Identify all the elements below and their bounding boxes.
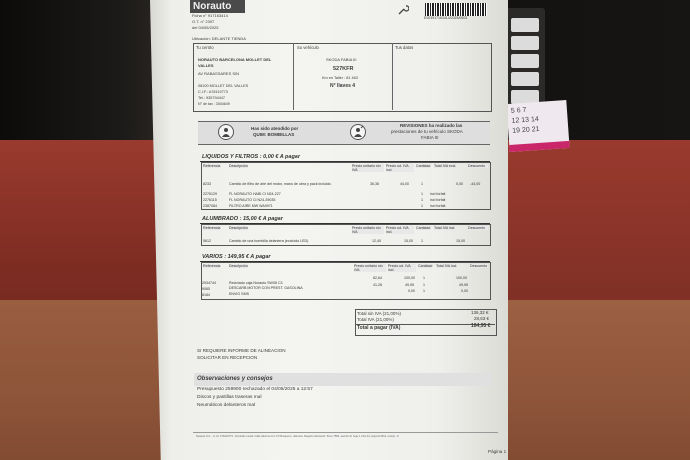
ot-number: O.T. n° 2397: [192, 19, 215, 24]
th-qty: Cantidad: [418, 264, 433, 268]
total-pay-label: Total a pagar (IVA): [357, 325, 401, 331]
th-desc: Descripción: [229, 226, 248, 230]
th-total: Total IVA excl.: [434, 164, 457, 168]
total-excl-label: Total sin IVA (21,00%): [357, 311, 401, 316]
row-total: incl forfait: [430, 192, 446, 196]
centro-name-2: VALLES: [198, 63, 214, 68]
observation-line: Presupuesto 259900 rechazado el 04/05/2025 a 12:57: [197, 387, 313, 392]
row-unit: 82,64: [373, 276, 382, 280]
page-number: Página 1: [488, 449, 507, 454]
row-unit-incl: 100,00: [404, 276, 415, 280]
row-ref: 5612: [203, 239, 211, 243]
row-qty: 1: [421, 198, 423, 202]
vehiculo-km: Km en Taller : 81 463: [322, 76, 358, 80]
divider: [293, 43, 294, 110]
section-title-varios: VARIOS : 149,95 € A pagar: [202, 254, 271, 260]
observation-line: Neumáticos delanteros mal: [197, 403, 256, 408]
vehiculo-title: Su vehículo: [297, 45, 319, 50]
row-qty: 1: [423, 276, 425, 280]
person-icon: [218, 124, 234, 140]
revision-3: FABIA III: [421, 135, 439, 140]
row-unit: 12,40: [372, 239, 381, 243]
row-total: 0,00: [461, 289, 468, 293]
divider: [392, 43, 393, 110]
row-desc: FILTRO AIRE MW WA9971: [229, 204, 273, 208]
row-desc: FL NORAUTO CI N24-39035: [229, 198, 276, 202]
row-unit: 36,36: [370, 182, 379, 186]
alignment-note-2: SOLICITAR EN RECEPCION: [197, 355, 258, 360]
th-ref: Referencia: [203, 164, 221, 168]
th-unit-incl: Precio ud. IVA incl.: [386, 164, 414, 172]
th-unit-incl: Precio ud. IVA incl.: [388, 264, 416, 272]
row-unit-incl: 15,00: [404, 239, 413, 243]
th-discount: Descuento: [470, 264, 488, 268]
section-title-alumbrado: ALUMBRADO : 15,00 € A pagar: [202, 216, 283, 222]
vehiculo-plate: 527KFR: [333, 66, 354, 72]
row-ref: 2934744: [202, 281, 216, 285]
centro-city: 08100 MOLLET DEL VALLES: [198, 84, 249, 88]
row-desc: Reciclado caja Norauto SW08 C3: [229, 281, 283, 285]
total-excl-value: 136,32 €: [471, 310, 489, 315]
th-total: Total IVA incl.: [436, 264, 458, 268]
centro-tel: Tel.: 935794447: [198, 96, 226, 100]
observation-line: Discos y pastillas traseras mal: [197, 395, 262, 400]
centro-iva: N° de tax : 3004649: [198, 102, 230, 106]
barcode: [425, 3, 487, 16]
ficha-date: del 04/05/2025: [192, 25, 219, 30]
row-discount: -44,00: [470, 182, 481, 186]
revision-1: REVISIONES ha realizado las: [400, 123, 463, 128]
wrench-icon: [397, 4, 409, 16]
row-total: incl forfait: [430, 204, 446, 208]
th-unit: Precio unitario sin IVA: [354, 264, 386, 272]
norauto-logo: Norauto: [190, 0, 245, 13]
row-qty: 1: [421, 182, 423, 186]
total-iva-value: 28,63 €: [474, 316, 490, 321]
th-unit: Precio unitario sin IVA: [352, 164, 384, 172]
attended-by: Has sido atendido por: [251, 126, 299, 131]
centro-title: Tu centro: [196, 45, 214, 50]
row-qty: 1: [421, 204, 423, 208]
total-pay-value: 164,95 €: [471, 323, 491, 329]
row-ref: 2276115: [203, 198, 217, 202]
row-desc: FL NORAUTO HABI CI N24-227: [229, 192, 281, 196]
th-unit: Precio unitario sin IVA: [352, 226, 384, 234]
row-desc: Cambio de filtro de aire del motor, mano de obra y pack incluido.: [229, 182, 332, 186]
centro-cif: C.I.F.: A78119773: [198, 90, 228, 94]
th-unit-incl: Precio ud. IVA incl.: [386, 226, 414, 234]
th-qty: Cantidad: [416, 226, 431, 230]
observations-title: Observaciones y consejos: [197, 376, 273, 382]
row-total: 49,95: [459, 283, 468, 287]
row-desc: DESCARB MOTOR CON PREST. GASOLINA: [229, 286, 303, 290]
centro-name: NORAUTO BARCELONA MOLLET DEL: [198, 57, 272, 62]
row-total: 0,00: [456, 182, 463, 186]
row-ref: 8233: [203, 182, 211, 186]
row-unit: 41,28: [373, 283, 382, 287]
footer-legal: Norauto S.A. - C.I.F. A78119773 - Domicilio social: Calle Adornos Km 3.5 Busquero, Valencia. Registro Mercantil, Tomo 7583, sección 8, hoja 1, folio 61, Hoja M-4514, inscrip. 1ª: [196, 435, 399, 438]
revision-2: prestaciones de tu vehículo SKODA: [391, 129, 463, 134]
row-ref: 8184: [202, 293, 210, 297]
th-qty: Cantidad: [416, 164, 431, 168]
th-ref: Referencia: [203, 226, 221, 230]
row-unit-incl: 49,95: [405, 283, 414, 287]
vehiculo-model: SKODA FABIA III: [326, 57, 357, 62]
th-discount: Descuento: [468, 226, 488, 230]
ubicacion: Ubicación: DELANTE TIENDA: [192, 36, 246, 41]
row-ref: 2387084: [203, 204, 217, 208]
row-qty: 1: [421, 192, 423, 196]
row-total: 100,00: [456, 276, 467, 280]
barcode-number: E003917163414/2025/0503: [424, 16, 468, 20]
section-title-liquidos: LIQUIDOS Y FILTROS : 0,00 € A pagar: [202, 154, 301, 160]
total-iva-label: Total IVA (21,00%): [357, 317, 394, 322]
centro-address: AV RABASSARES SIN: [198, 71, 240, 76]
row-unit-incl: 44,00: [400, 182, 409, 186]
row-qty: 1: [423, 289, 425, 293]
vehiculo-keys: N° llaves 4: [330, 83, 356, 89]
row-ref: 2276129: [203, 192, 217, 196]
row-total: incl forfait: [430, 198, 446, 202]
table-liquidos: [201, 162, 491, 210]
row-unit-incl: 0,00: [408, 289, 415, 293]
row-qty: 1: [423, 283, 425, 287]
th-total: Total IVA incl.: [434, 226, 456, 230]
row-desc: ENVIO SMS: [229, 292, 249, 296]
th-ref: Referencia: [203, 264, 221, 268]
datos-title: Tus datos: [395, 45, 414, 50]
th-desc: Descripción: [229, 164, 248, 168]
mechanic-icon: [350, 124, 366, 140]
row-qty: 1: [421, 239, 423, 243]
ficha-number: Ficha n° 917163414: [192, 13, 228, 18]
alignment-note: SI REQUIERE INFORME DE ALINEACION: [197, 348, 286, 353]
th-desc: Descripción: [229, 264, 248, 268]
row-total: 15,00: [456, 239, 465, 243]
th-discount: Descuento: [468, 164, 488, 168]
attended-name: QUIM: BOMBILLAS: [253, 132, 295, 137]
divider: [193, 432, 498, 433]
row-desc: Cambio de una bombilla delantera (excluido LED): [229, 239, 309, 243]
desk-calendar: 5 6 7 12 13 14 19 20 21: [506, 100, 569, 152]
row-ref: 9065: [202, 287, 210, 291]
